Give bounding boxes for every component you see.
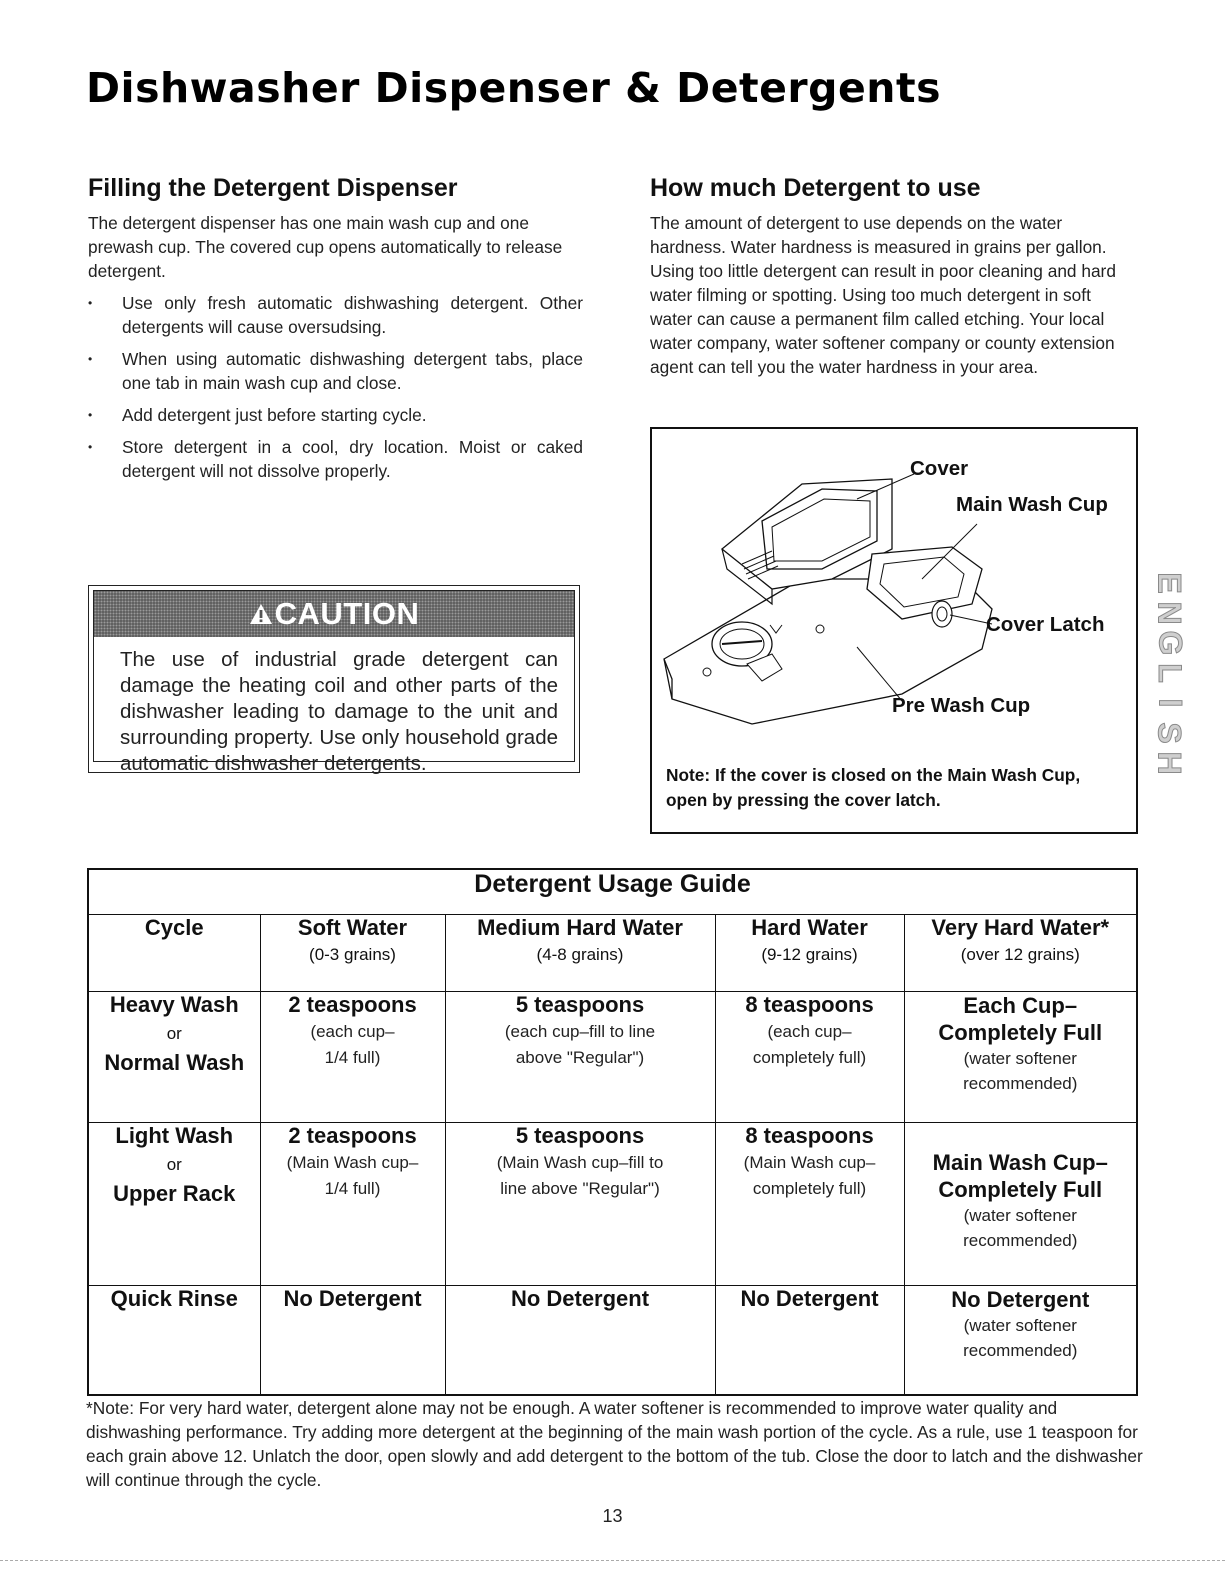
- bullet-text: When using automatic dishwashing detergent tabs, place one tab in main wash cup and close.: [122, 349, 583, 393]
- cell-medium: [445, 992, 715, 1123]
- label-cover: Cover: [910, 457, 969, 480]
- header-sub: (4-8 grains): [536, 945, 624, 964]
- bullet-dot-icon: •: [88, 296, 93, 310]
- amount: 5 teaspoons: [515, 992, 645, 1017]
- side-tab-letter: E: [1152, 572, 1188, 594]
- footnote: *Note: For very hard water, detergent alone may not be enough. A water softener is recommended to improve water quality and dishwashing performance. Try adding more detergent at the beginning of the main wash portion of the cycle. As a rule, use 1 teaspoon for each grain above 12. Unlatch the door, open slowly and add detergent to the bottom of the tub. Close the door to latch and the dishwasher will continue through the cycle.: [86, 1398, 1143, 1490]
- caution-text: The use of industrial grade detergent can damage the heating coil and other parts of the dishwasher leading to damage to the unit and surrounding property. Use only household grade automatic dishwasher detergents.: [120, 648, 558, 775]
- table-row: [88, 992, 1137, 1123]
- bullet-text: Add detergent just before starting cycle.: [122, 405, 427, 425]
- guide-title-row: [88, 869, 1137, 915]
- amount-note: completely full): [752, 1048, 867, 1067]
- amount-note: (water softener: [963, 1206, 1077, 1225]
- filling-bullets: [88, 291, 583, 483]
- amount-note: (each cup–fill to line: [504, 1022, 656, 1041]
- bullet-item: [88, 347, 583, 395]
- guide-title: Detergent Usage Guide: [88, 869, 1137, 915]
- language-side-tab: [1150, 568, 1190, 775]
- side-tab-letter: N: [1151, 601, 1188, 625]
- amount: Completely Full: [938, 1020, 1103, 1045]
- cell-very-hard: [904, 1123, 1137, 1286]
- header-medium: [445, 915, 715, 992]
- header-sub: (over 12 grains): [960, 945, 1080, 964]
- cell-hard: [715, 1286, 904, 1396]
- side-tab-letter: H: [1151, 751, 1188, 775]
- filling-section: [88, 174, 583, 491]
- cycle-name: Normal Wash: [104, 1050, 245, 1075]
- cell-cycle: [88, 992, 260, 1123]
- amount-note: (each cup–: [310, 1022, 395, 1041]
- bullet-text: Use only fresh automatic dishwashing detergent. Other detergents will cause oversudsing.: [122, 293, 583, 337]
- amount-note: completely full): [752, 1179, 867, 1198]
- cycle-or: or: [166, 1024, 182, 1043]
- header-cycle: [88, 915, 260, 992]
- side-tab-letter: S: [1152, 722, 1188, 744]
- scan-edge-divider: [0, 1560, 1225, 1561]
- cell-very-hard: [904, 1286, 1137, 1396]
- cell-cycle: [88, 1123, 260, 1286]
- header-soft: [260, 915, 445, 992]
- header-very-hard: [904, 915, 1137, 992]
- page-title: Dishwasher Dispenser & Detergents: [86, 64, 941, 112]
- bullet-item: [88, 403, 583, 427]
- amount-note: (Main Wash cup–fill to: [496, 1153, 664, 1172]
- label-pre-wash-cup: Pre Wash Cup: [892, 694, 1031, 717]
- page-number: 13: [602, 1506, 623, 1526]
- amount-note: (each cup–: [767, 1022, 852, 1041]
- table-row: [88, 1123, 1137, 1286]
- detergent-usage-guide: [87, 868, 1138, 1396]
- amount-note: (water softener: [963, 1049, 1077, 1068]
- header-main: Hard Water: [751, 915, 868, 940]
- cycle-or: or: [166, 1155, 182, 1174]
- amount: 8 teaspoons: [745, 1123, 874, 1148]
- how-much-text: The amount of detergent to use depends on the water hardness. Water hardness is measured in grains per gallon. Using too little detergent can result in poor cleaning and hard water filming or spotting. Using too much detergent in soft water can cause a permanent film called etching. Your local water company, water softener company or county extension agent can tell you the water hardness in your area.: [650, 213, 1116, 377]
- amount: No Detergent: [510, 1286, 650, 1311]
- amount-note: 1/4 full): [324, 1179, 381, 1198]
- amount-note: recommended): [963, 1231, 1078, 1250]
- cycle-name: Heavy Wash: [109, 992, 239, 1017]
- header-main: Very Hard Water*: [931, 915, 1110, 940]
- amount: Each Cup–: [963, 993, 1078, 1018]
- cell-cycle: [88, 1286, 260, 1396]
- amount-note: recommended): [963, 1341, 1078, 1360]
- dispenser-figure: [650, 427, 1138, 834]
- caution-inner: [93, 590, 575, 775]
- bullet-dot-icon: •: [88, 352, 93, 366]
- guide-header-row: [88, 915, 1137, 992]
- side-tab-letter: I: [1151, 698, 1188, 708]
- cell-very-hard: [904, 992, 1137, 1123]
- cycle-name: Upper Rack: [113, 1181, 236, 1206]
- cell-soft: [260, 992, 445, 1123]
- cell-hard: [715, 992, 904, 1123]
- warning-triangle-icon: [249, 603, 273, 625]
- header-sub: (0-3 grains): [309, 945, 396, 964]
- amount: No Detergent: [283, 1286, 422, 1311]
- bullet-item: [88, 435, 583, 483]
- bullet-dot-icon: •: [88, 440, 93, 454]
- side-tab-letter: G: [1151, 630, 1188, 656]
- how-much-section: [650, 174, 1130, 379]
- caution-box: [88, 585, 580, 773]
- amount-note: (Main Wash cup–: [286, 1153, 419, 1172]
- label-main-wash-cup: Main Wash Cup: [956, 493, 1108, 516]
- amount: 5 teaspoons: [515, 1123, 645, 1148]
- amount: 8 teaspoons: [745, 992, 874, 1017]
- header-hard: [715, 915, 904, 992]
- cell-medium: [445, 1123, 715, 1286]
- header-main: Soft Water: [297, 915, 408, 940]
- cycle-name: Light Wash: [115, 1123, 234, 1148]
- amount-note: above "Regular"): [515, 1048, 645, 1067]
- amount-note: (Main Wash cup–: [743, 1153, 876, 1172]
- amount: 2 teaspoons: [288, 1123, 417, 1148]
- label-cover-latch: Cover Latch: [986, 613, 1105, 636]
- amount: No Detergent: [740, 1286, 879, 1311]
- how-much-heading: How much Detergent to use: [650, 174, 981, 202]
- bullet-text: Store detergent in a cool, dry location. Moist or caked detergent will not dissolve properly.: [122, 437, 583, 481]
- cell-hard: [715, 1123, 904, 1286]
- caution-header: [94, 591, 574, 637]
- amount-note: (water softener: [963, 1316, 1077, 1335]
- cell-medium: [445, 1286, 715, 1396]
- header-sub: (9-12 grains): [761, 945, 858, 964]
- table-row: [88, 1286, 1137, 1396]
- bullet-item: [88, 291, 583, 339]
- amount: No Detergent: [951, 1287, 1090, 1312]
- cell-soft: [260, 1123, 445, 1286]
- cycle-name: Quick Rinse: [110, 1286, 238, 1311]
- header-main: Cycle: [144, 915, 204, 940]
- bullet-dot-icon: •: [88, 408, 93, 422]
- filling-heading: Filling the Detergent Dispenser: [88, 174, 458, 202]
- amount-note: recommended): [963, 1074, 1078, 1093]
- amount: 2 teaspoons: [288, 992, 417, 1017]
- caution-label: CAUTION: [274, 596, 420, 631]
- filling-intro: The detergent dispenser has one main wash cup and one prewash cup. The covered cup opens automatically to release detergent.: [88, 213, 563, 281]
- header-main: Medium Hard Water: [477, 915, 683, 940]
- amount: Main Wash Cup–: [932, 1150, 1108, 1175]
- amount-note: line above "Regular"): [500, 1179, 660, 1198]
- figure-note: Note: If the cover is closed on the Main Wash Cup, open by pressing the cover latch.: [666, 765, 1081, 810]
- amount-note: 1/4 full): [324, 1048, 381, 1067]
- amount: Completely Full: [938, 1177, 1103, 1202]
- cell-soft: [260, 1286, 445, 1396]
- side-tab-letter: L: [1151, 663, 1188, 683]
